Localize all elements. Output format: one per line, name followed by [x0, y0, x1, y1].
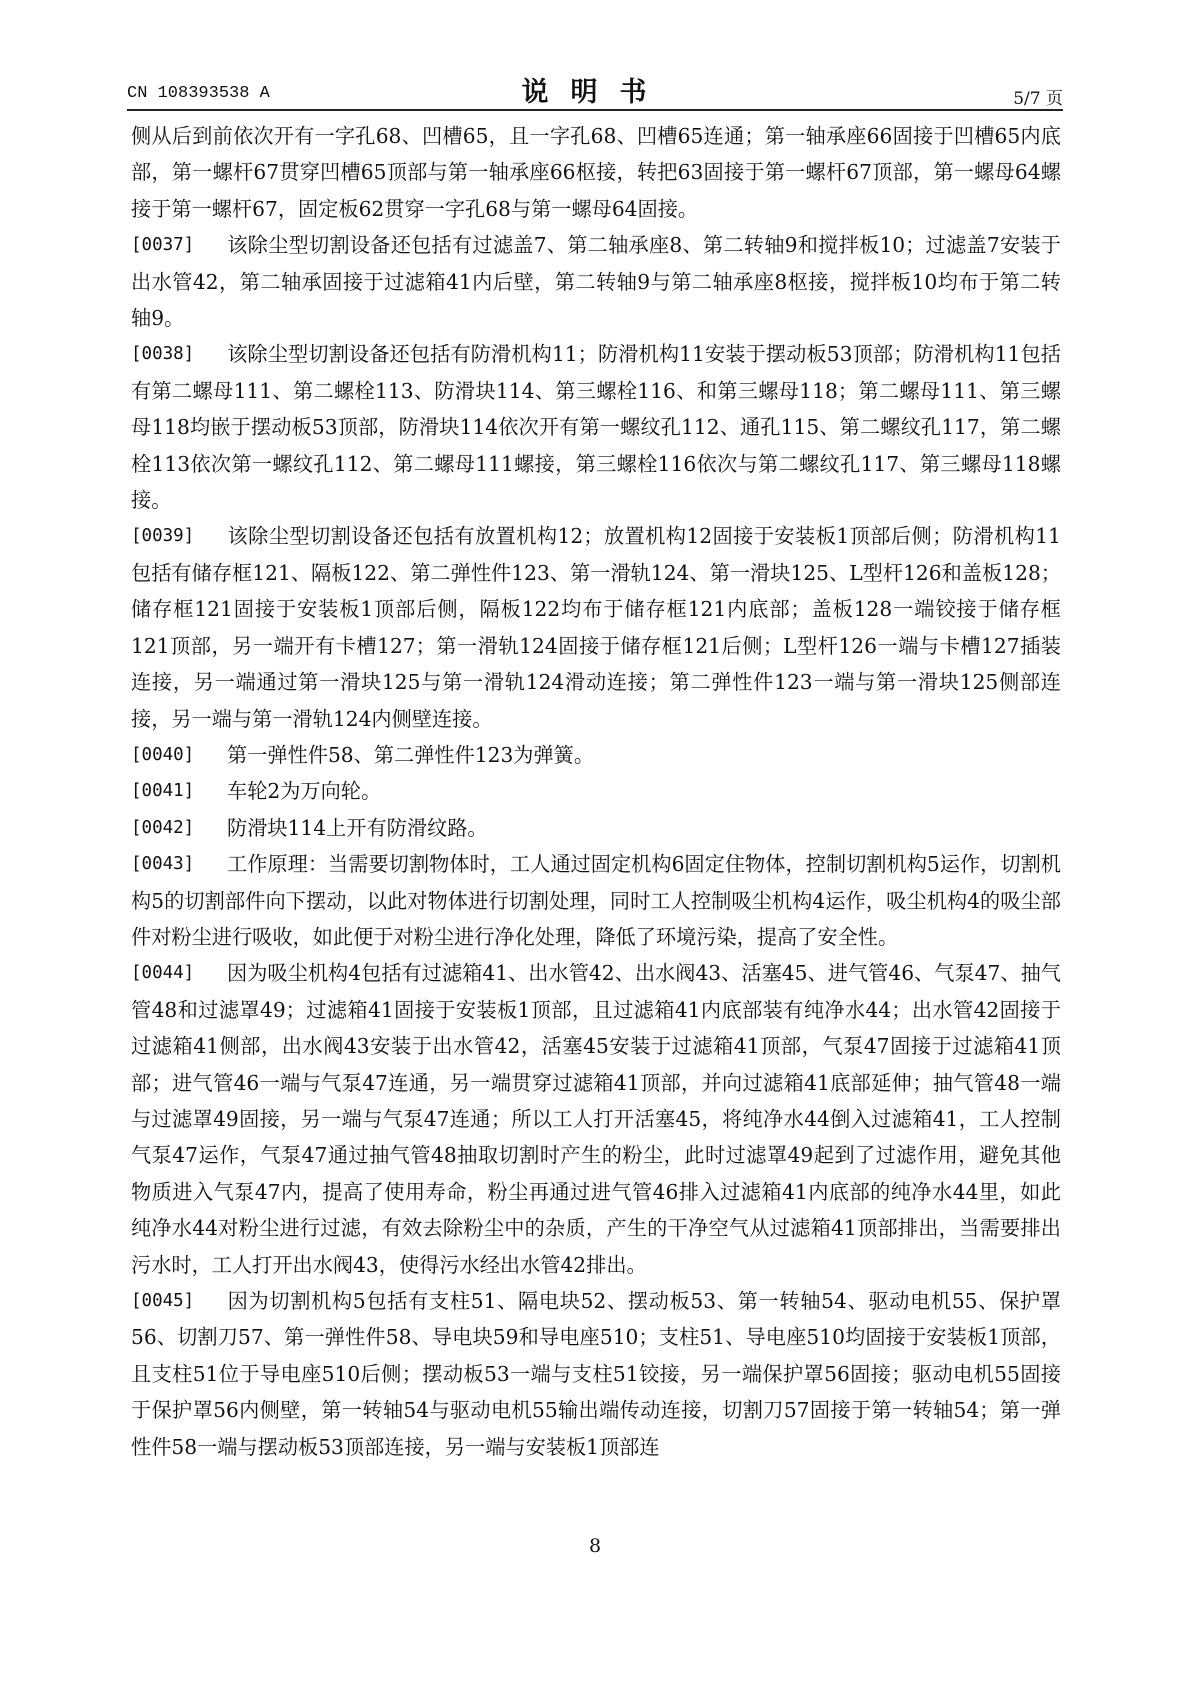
- paragraph-number: [0043]: [131, 854, 195, 875]
- paragraph-0040: [131, 737, 1061, 773]
- paragraph-text: 车轮2为万向轮。: [227, 779, 382, 804]
- paragraph-0037: [131, 227, 1061, 336]
- patent-number: CN 108393538 A: [127, 84, 270, 103]
- paragraph-number: [0037]: [131, 235, 195, 256]
- paragraph-text: 该除尘型切割设备还包括有过滤盖7、第二轴承座8、第二转轴9和搅拌板10；过滤盖7安装于出水管42，第二轴承固接于过滤箱41内后壁，第二转轴9与第二轴承座8枢接，搅拌板10均布于第二转轴9。: [131, 233, 1061, 331]
- paragraph-text: 防滑块114上开有防滑纹路。: [227, 815, 488, 840]
- paragraph-number: [0039]: [131, 526, 195, 547]
- page-header: [127, 70, 1063, 110]
- page-number: 8: [588, 1535, 602, 1557]
- paragraph-0043: [131, 846, 1061, 955]
- paragraph-text: 该除尘型切割设备还包括有防滑机构11；防滑机构11安装于摆动板53顶部；防滑机构11包括有第二螺母111、第二螺栓113、防滑块114、第三螺栓116、和第三螺母118；第二螺母111、第三螺母118均嵌于摆动板53顶部，防滑块114依次开有第一螺纹孔112、通孔115、第二螺纹孔117，第二螺栓113依次第一螺纹孔112、第二螺母111螺接，第三螺栓116依次与第二螺纹孔117、第三螺母118螺接。: [131, 342, 1061, 513]
- document-title: 说明书: [521, 77, 669, 108]
- continued-paragraph: 侧从后到前依次开有一字孔68、凹槽65，且一字孔68、凹槽65连通；第一轴承座66固接于凹槽65内底部，第一螺杆67贯穿凹槽65顶部与第一轴承座66枢接，转把63固接于第一螺杆67顶部，第一螺母64螺接于第一螺杆67，固定板62贯穿一字孔68与第一螺母64固接。: [131, 124, 1061, 221]
- paragraph-number: [0045]: [131, 1291, 195, 1311]
- paragraph-number: [0044]: [131, 963, 195, 984]
- header-rule: [127, 109, 1063, 111]
- page-count: 5/7 页: [1013, 89, 1063, 109]
- paragraph-0041: [131, 773, 1061, 809]
- paragraph-number: [0041]: [131, 781, 195, 802]
- paragraph-number: [0038]: [131, 344, 195, 365]
- paragraph-0042: [131, 810, 1061, 846]
- paragraph-0039: [131, 518, 1061, 736]
- paragraph-number: [0040]: [131, 744, 195, 765]
- paragraph-text: 因为切割机构5包括有支柱51、隔电块52、摆动板53、第一转轴54、驱动电机55、保护罩56、切割刀57、第一弹性件58、导电块59和导电座510；支柱51、导电座510均固接于安装板1顶部，且支柱51位于导电座510后侧；摆动板53一端与支柱51铰接，另一端保护罩56固接；驱动电机55固接于保护罩56内侧壁，第一转轴54与驱动电机55输出端传动连接，切割刀57固接于第一转轴54；第一弹性件58一端与摆动板53顶部连接，另一端与安装板1顶部连: [131, 1289, 1061, 1459]
- document-body: [131, 118, 1061, 1465]
- paragraph-0045: [131, 1283, 1061, 1465]
- paragraph-text: 该除尘型切割设备还包括有放置机构12；放置机构12固接于安装板1顶部后侧；防滑机构11包括有储存框121、隔板122、第二弹性件123、第一滑轨124、第一滑块125、L型杆126和盖板128；储存框121固接于安装板1顶部后侧，隔板122均布于储存框121内底部；盖板128一端铰接于储存框121顶部，另一端开有卡槽127；第一滑轨124固接于储存框121后侧；L型杆126一端与卡槽127插装连接，另一端通过第一滑块125与第一滑轨124滑动连接；第二弹性件123一端与第一滑块125侧部连接，另一端与第一滑轨124内侧壁连接。: [131, 524, 1061, 731]
- paragraph-number: [0042]: [131, 817, 195, 838]
- paragraph-0044: [131, 955, 1061, 1283]
- paragraph-text: 因为吸尘机构4包括有过滤箱41、出水管42、出水阀43、活塞45、进气管46、气泵47、抽气管48和过滤罩49；过滤箱41固接于安装板1顶部，且过滤箱41内底部装有纯净水44；出水管42固接于过滤箱41侧部，出水阀43安装于出水管42，活塞45安装于过滤箱41顶部，气泵47固接于过滤箱41顶部；进气管46一端与气泵47连通，另一端贯穿过滤箱41顶部，并向过滤箱41底部延伸；抽气管48一端与过滤罩49固接，另一端与气泵47连通；所以工人打开活塞45，将纯净水44倒入过滤箱41，工人控制气泵47运作，气泵47通过抽气管48抽取切割时产生的粉尘，此时过滤罩49起到了过滤作用，避免其他物质进入气泵47内，提高了使用寿命，粉尘再通过进气管46排入过滤箱41内底部的纯净水44里，如此纯净水44对粉尘进行过滤，有效去除粉尘中的杂质，产生的干净空气从过滤箱41顶部排出，当需要排出污水时，工人打开出水阀43，使得污水经出水管42排出。: [131, 961, 1061, 1277]
- paragraph-text: 工作原理：当需要切割物体时，工人通过固定机构6固定住物体，控制切割机构5运作，切割机构5的切割部件向下摆动，以此对物体进行切割处理，同时工人控制吸尘机构4运作，吸尘机构4的吸尘部件对粉尘进行吸收，如此便于对粉尘进行净化处理，降低了环境污染，提高了安全性。: [131, 852, 1061, 949]
- paragraph-0038: [131, 336, 1061, 518]
- paragraph-text: 第一弹性件58、第二弹性件123为弹簧。: [227, 742, 595, 767]
